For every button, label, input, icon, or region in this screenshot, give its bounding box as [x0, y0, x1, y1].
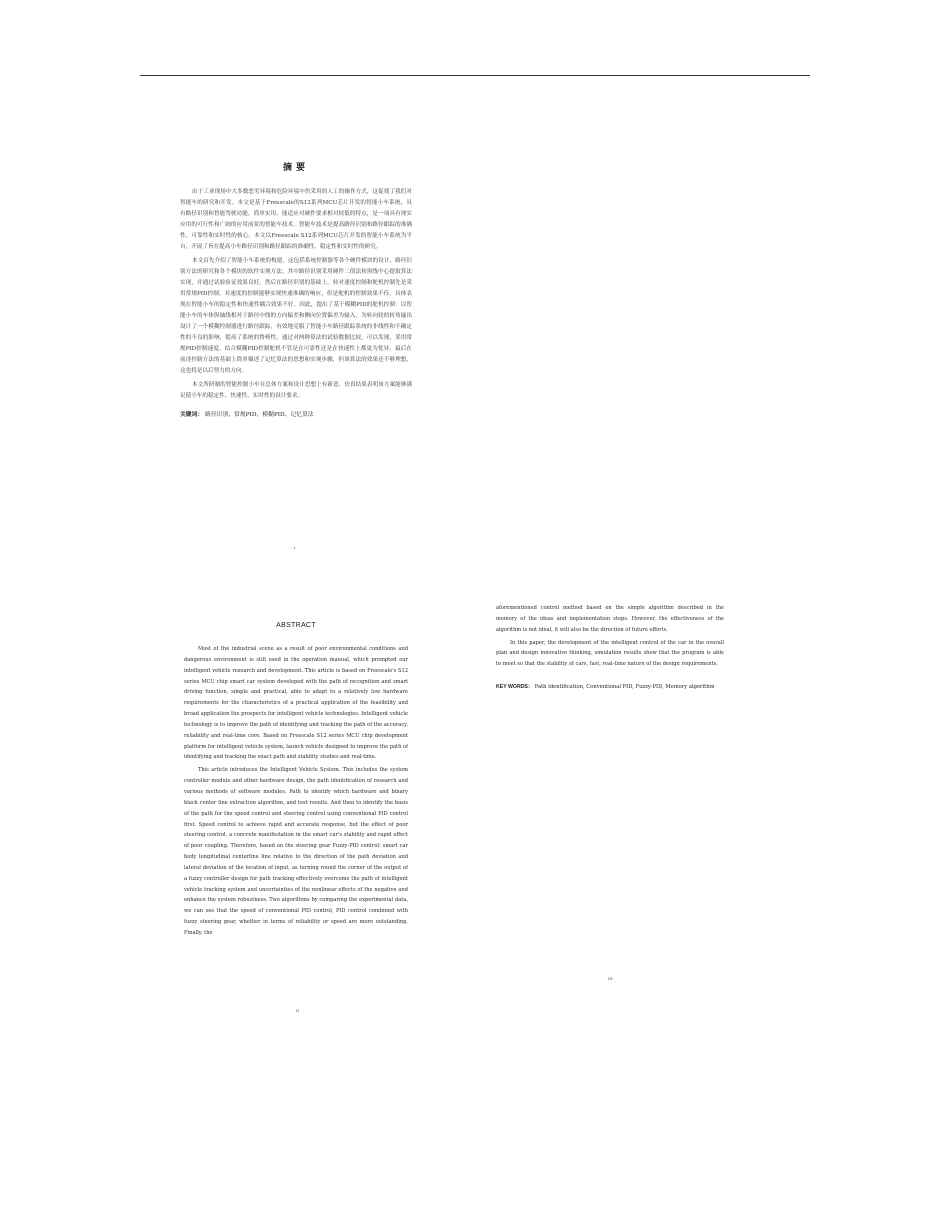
chinese-keywords-label: 关键词： — [180, 412, 204, 418]
english-abstract-paragraph-4: In this paper, the development of the intelligent control of the car in the overall plan and design innovative thinking, simulation results show that the program is able to meet so that the stability of cars, fast, real-time nature of the design requirements. — [496, 639, 724, 668]
english-keywords — [496, 678, 724, 696]
english-keywords-text: Path identification, Conventional PID, Fuzzy-PID, Memory algorithm — [534, 684, 715, 691]
chinese-abstract-title: 摘要 — [282, 163, 309, 173]
english-abstract-paragraph-1: Most of the industrial scene as a result of poor environmental conditions and dangerous environment is still used in the operation manual, which prompted our intelligent vehicle research and development. This article is based on Freescale's S12 series MCU chip smart car system developed with the path of recognition and smart driving function, simple and practical, able to adapt to a relatively low hardware requirements for the characteristics of a practical application of the feasibility and broad application the prospects for intelligent vehicle technologies. Intelligent vehicle technology is to improve the path of identifying and tracking the path of the accuracy, reliability and real-time core. Based on Freescale S12 series MCU chip development platform for intelligent vehicle system, launch vehicle designed to improve the path of identifying and tracking the exact path and stability studies and real-time. — [184, 646, 408, 761]
chinese-abstract-paragraph-1: 由于工业现场中大多数恶劣环境和危险环境中仍采用的人工的操作方式，这促使了我们对智能车的研究和开发。本文是基于Freescale的S12系列MCU芯片开发的智能小车系统，具有路径识别和智能驾驶功能，简单实用。能适应对硬件要求相对较低的特点，是一项具有现实应用的可行性和广阔的应用前景的智能车技术。智能车技术是提高路径识别和路径跟踪的准确性、可靠性和实时性的核心。本文以Freescale S12系列MCU芯片开发的智能小车系统为平台，开展了旨在提高小车路径识别和路径跟踪的准确性、稳定性和实时性的研究。 — [180, 189, 412, 250]
english-abstract-page-right — [496, 603, 724, 981]
chinese-page-number: I — [294, 545, 296, 550]
english-abstract-page-left — [184, 622, 408, 1013]
english-keywords-label: KEY WORDS： — [496, 684, 534, 691]
chinese-abstract-page — [180, 160, 412, 550]
english-abstract-paragraph-3: aforementioned control method based on the simple algorithm described in the memory of the ideas and implementation steps. However, the effectiveness of the algorithm is not ideal, it will also be the direction of future efforts. — [496, 605, 724, 633]
english-abstract-paragraph-2: This article introduces the Intelligent Vehicle System. This includes the system controller module and other hardware design, the path identification of research and various methods of software modules. Path to identify which hardware and binary black center line extraction algorithm, and test results. And then to identify the basis of the path for the speed control and steering control using conventional PID control first. Speed control to achieve rapid and accurate response, but the effect of poor steering control, a concrete manifestation in the smart car's stability and rapid effect of poor coupling. Therefore, based on the steering gear Fuzzy-PID control: smart car body longitudinal centerline line relative to the direction of the path deviation and lateral deviation of the location of input, as turning round the corner of the output of a fuzzy controller design for path tracking effectively overcome the path of intelligent vehicle tracking system and uncertainties of the nonlinear effects of the negative and enhance the system robustness. Two algorithms by comparing the experimental data, we can see that the speed of conventional PID control, PID control combined with fuzzy steering gear, whether in terms of reliability or speed are more outstanding. Finally, the — [184, 767, 408, 936]
chinese-abstract-paragraph-2: 本文首先介绍了智能小车系统的构建，这包括系统控制器等各个硬件模块的设计、路径识别方法的研究和各个模块的软件实现方法。其中路径识别采用硬件二值法和黑线中心提取算法实现，并通过试验验证效果良好。然后在路径识别的基础上，转对速度控制和舵机控制先是采用常规PID控制，对速度的控制能够实现快速准确的响应，但是舵机的控制效果不佳，具体表现在智能小车的稳定性和快速性耦合效果不好。因此，提出了基于模糊PID的舵机控制：以智能小车的车体纵轴线相对于路径中线的方向偏差和侧向位置偏差为输入，为转向轮的转角输出设计了一个模糊控制器进行路径跟踪，有效地克服了智能小车路径跟踪系统的非线性和不确定性的不良的影响，提高了系统的鲁棒性。通过对两种算法的试验数据比较，可以发现，采用常规PID控制速度，结合模糊PID控制舵机不管是在可靠性还是在快速性上都更为优异。最后在前述控制方法的基础上简单描述了记忆算法的思想和实现步骤，但该算法的效果还不够理想，这也将是以后努力的方向。 — [180, 258, 412, 374]
header-rule — [140, 75, 810, 76]
english-abstract-title: ABSTRACT — [276, 622, 316, 629]
chinese-keywords — [180, 410, 412, 421]
chinese-keywords-text: 路径识别、常规PID、模糊PID、记忆算法 — [205, 412, 314, 418]
english-right-page-number: III — [608, 976, 613, 981]
chinese-abstract-paragraph-3: 本文所研制的智能控制小车在总体方案和设计思想上有新意，仿真结果表明该方案能够满足使小车的稳定性、快速性、实时性的设计要求。 — [180, 382, 412, 399]
english-left-page-number: II — [296, 1008, 300, 1013]
